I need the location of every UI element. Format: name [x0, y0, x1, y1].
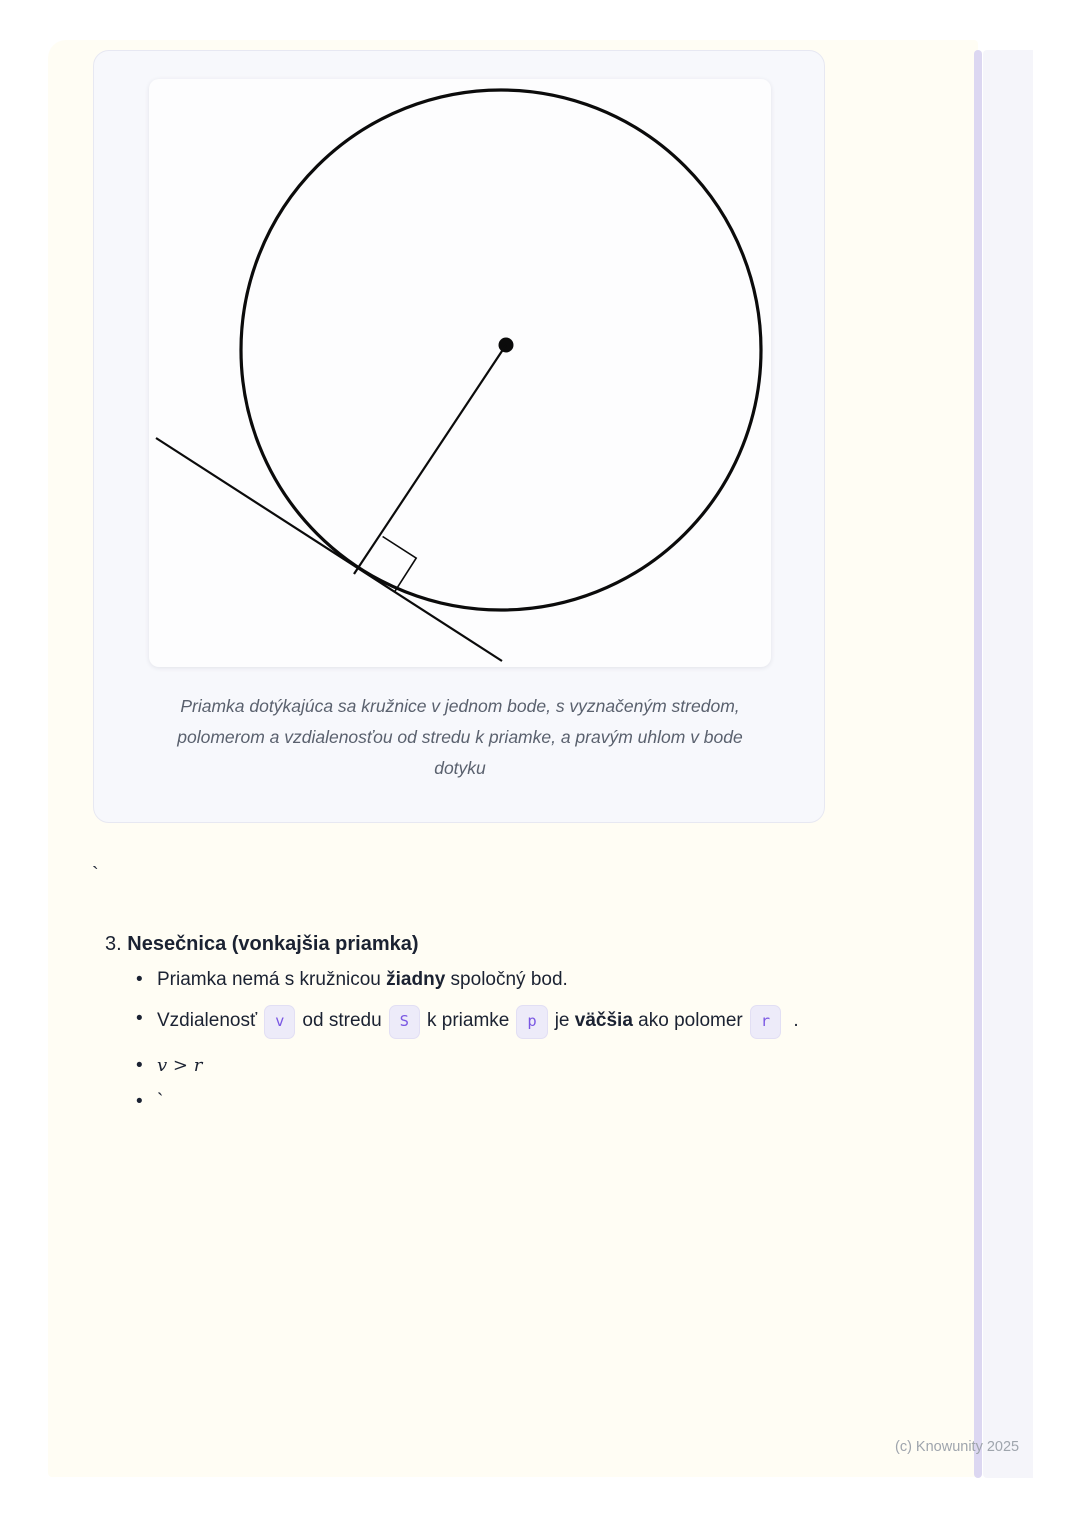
caption-line-3: dotyku	[434, 758, 486, 778]
bullet1-pre: Priamka nemá s kružnicou	[157, 969, 387, 990]
chip-s: S	[389, 1005, 420, 1039]
bullet-distance-greater	[157, 1005, 799, 1039]
bullet-backtick	[157, 1088, 163, 1116]
bullet2-text-2: od stredu	[302, 1010, 382, 1031]
bullet4-tick: `	[157, 1091, 164, 1112]
bullet2-text-3: k priamke	[427, 1010, 510, 1031]
scrollbar-thumb[interactable]	[974, 50, 982, 1478]
next-page-edge	[983, 50, 1033, 1478]
tangent-circle-figure	[149, 79, 771, 667]
bullet-math-inequality	[157, 1052, 202, 1080]
section-number: 3.	[105, 933, 128, 955]
chip-v: v	[264, 1005, 295, 1039]
caption-line-1: Priamka dotýkajúca sa kružnice v jednom bode, s vyznačeným stredom,	[180, 696, 740, 716]
stray-backtick: `	[92, 864, 99, 886]
chip-r: r	[750, 1005, 781, 1039]
bullet2-text-1: Vzdialenosť	[157, 1010, 258, 1031]
figure-card	[93, 50, 825, 823]
section-title: Nesečnica (vonkajšia priamka)	[127, 933, 419, 955]
chip-p: p	[516, 1005, 547, 1039]
figure-caption	[130, 691, 790, 784]
bullet1-post: spoločný bod.	[445, 969, 568, 990]
tangent-line	[156, 438, 502, 661]
bullet-no-common-point	[157, 966, 568, 994]
bullet2-bold: väčšia	[574, 1010, 633, 1031]
math-v-greater-r: v > r	[157, 1055, 203, 1076]
caption-line-2: polomerom a vzdialenosťou od stredu k priamke, a pravým uhlom v bode	[177, 727, 743, 747]
bullet2-text-5: ako polomer	[632, 1010, 743, 1031]
bullet2-text-6: .	[788, 1010, 799, 1031]
bullet1-bold: žiadny	[386, 969, 446, 990]
figure-box	[149, 79, 771, 667]
radius-line	[354, 345, 506, 574]
footer-credit: (c) Knowunity 2025	[895, 1439, 1020, 1455]
bullet2-text-4: je	[554, 1010, 575, 1031]
section-heading	[105, 931, 419, 958]
